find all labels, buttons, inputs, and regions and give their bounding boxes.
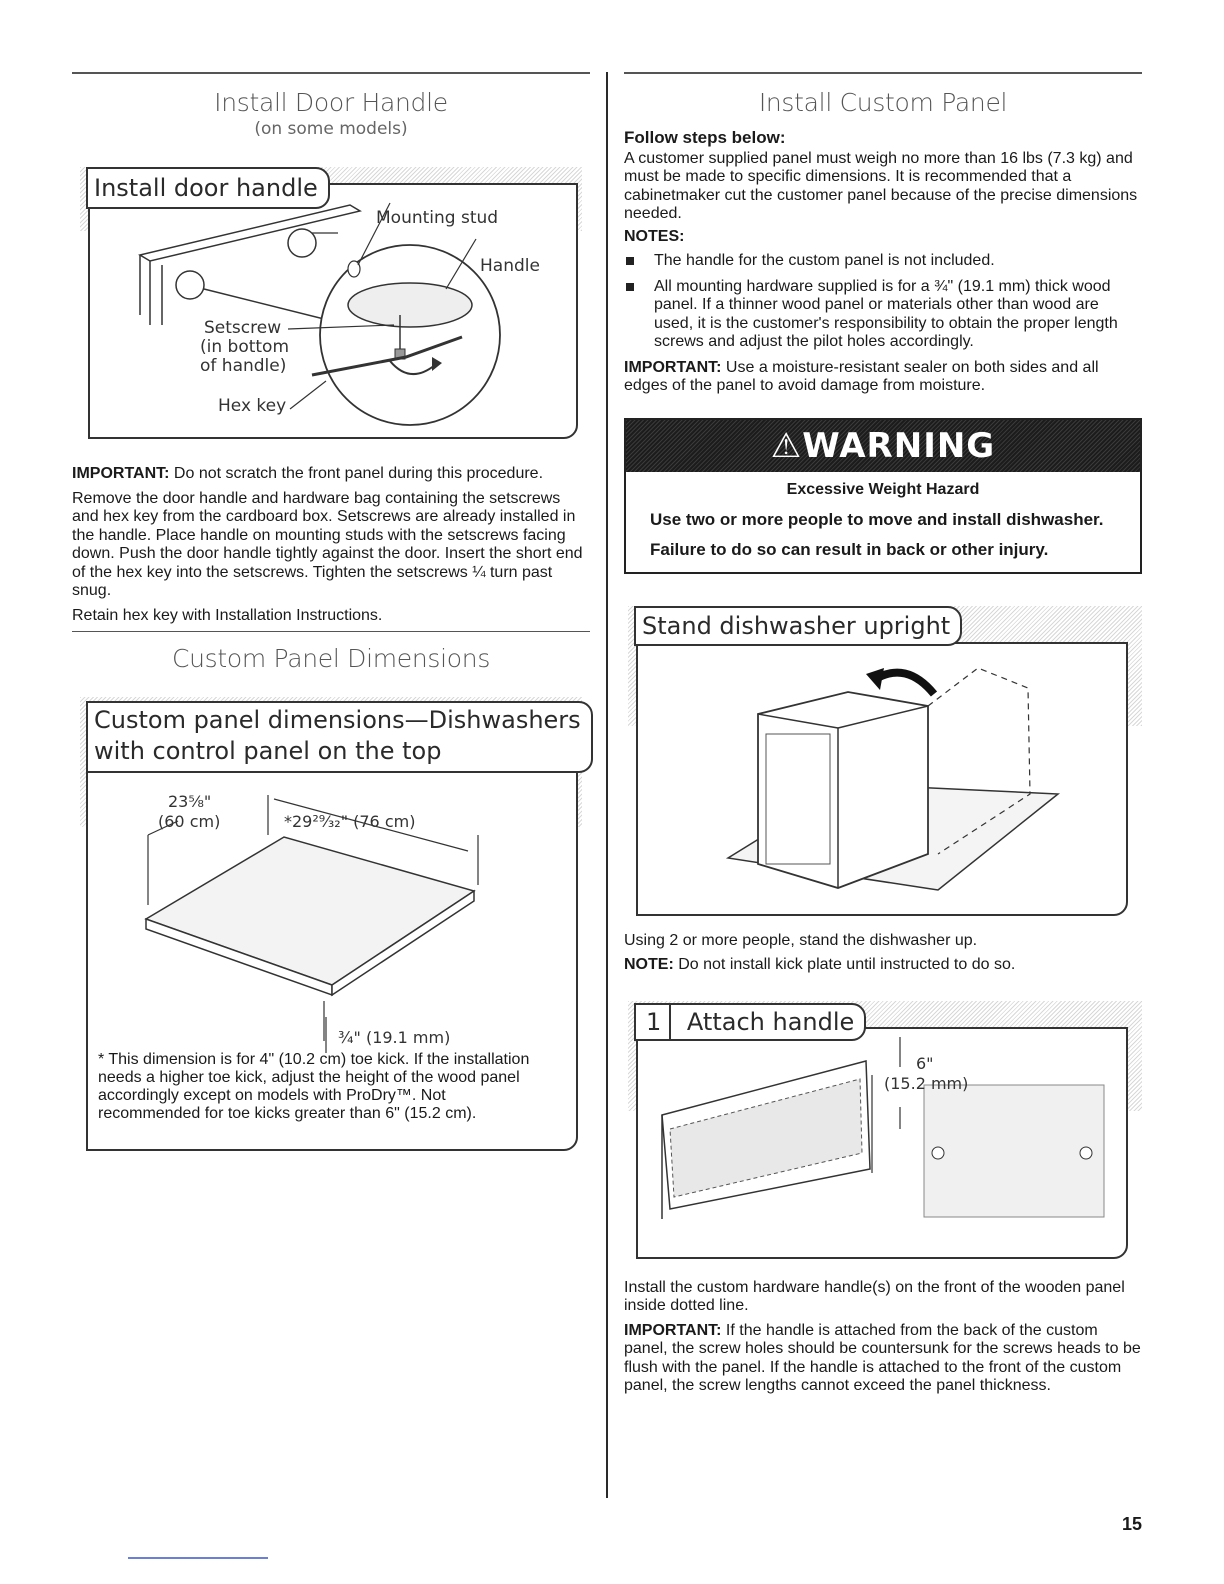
dim-handle-in: 6": [916, 1053, 934, 1073]
stud-icon: [288, 229, 316, 257]
warning-line-1: Use two or more people to move and install dishwasher.: [650, 509, 1104, 529]
door-handle-illustration: [90, 185, 576, 437]
callout-setscrew-2: (in bottom: [200, 337, 290, 357]
figure-label-attach-handle: 1 Attach handle: [634, 1003, 866, 1041]
warning-line-2: Failure to do so can result in back or other injury.: [650, 539, 1049, 559]
callout-setscrew: Setscrew: [204, 318, 282, 338]
attach-handle-illustration: [638, 1029, 1126, 1257]
page-number: 15: [1121, 1514, 1142, 1534]
dim-width-cm: (60 cm): [158, 812, 221, 831]
section-subtitle: (on some models): [254, 119, 408, 139]
notes-list: [624, 252, 1142, 352]
dim-thickness: ¾" (19.1 mm): [338, 1028, 451, 1047]
warning-triangle-icon: ⚠: [770, 425, 803, 466]
column-divider: [606, 72, 608, 1498]
warning-hazard: Excessive Weight Hazard: [786, 480, 980, 498]
important-note: IMPORTANT: If the handle is attached from the back of the custom panel, the screw holes should be countersunk for the screws heads to be flush with the panel. If the handle is attached to the front of the custom panel, the screw lengths cannot exceed the panel thickness.: [624, 1321, 1141, 1394]
figure-install-door-handle: [72, 153, 590, 453]
figure-label-install-door-handle: Install door handle: [86, 167, 330, 209]
attach-handle-instruction: Install the custom hardware handle(s) on the front of the wooden panel inside dotted line.: [624, 1278, 1125, 1314]
left-column: [72, 72, 590, 1169]
follow-steps-heading: Follow steps below:: [624, 128, 786, 147]
important-note: IMPORTANT: Use a moisture-resistant sealer on both sides and all edges of the panel to avoid damage from moisture.: [624, 358, 1099, 394]
figure-stand-dishwasher-upright: [624, 602, 1142, 932]
right-column: [624, 72, 1142, 1396]
kick-plate-note: NOTE: Do not install kick plate until instructed to do so.: [624, 956, 1016, 973]
figure-attach-handle: [624, 997, 1142, 1269]
dim-depth: *29²⁹⁄₃₂" (76 cm): [284, 812, 416, 831]
section-rule: [624, 72, 1142, 74]
retain-note: Retain hex key with Installation Instructions.: [72, 606, 383, 624]
footer-underline: [128, 1557, 268, 1559]
dim-width-in: 23⅝": [168, 792, 212, 811]
section-title-door-handle: Install Door Handle: [214, 88, 448, 117]
callout-hex-key: Hex key: [218, 396, 287, 416]
list-item: The handle for the custom panel is not included.: [624, 252, 1142, 271]
warning-heading: ⚠WARNING: [626, 420, 1140, 472]
section-title-dimensions: Custom Panel Dimensions: [171, 644, 491, 673]
important-note: IMPORTANT: Do not scratch the front panel during this procedure.: [72, 465, 544, 482]
notes-label: NOTES:: [624, 227, 685, 245]
dishwasher-upright-illustration: [638, 644, 1126, 914]
callout-setscrew-3: of handle): [200, 356, 287, 376]
screw-hole-icon: [1080, 1147, 1092, 1159]
door-handle-instructions: Remove the door handle and hardware bag containing the setscrews and hex key from the cardboard box. Setscrews are already installed in the handle. Place handle on mounting studs with the setscrews facing down. Push the door handle tightly against the door. Insert the short end of the hex key into the setscrews. Tighten the setscrews ¼ turn past snug.: [72, 489, 583, 599]
callout-mounting-stud: Mounting stud: [376, 208, 499, 228]
figure-label-stand-upright: Stand dishwasher upright: [634, 606, 962, 646]
callout-handle: Handle: [480, 256, 540, 276]
rotate-arrow-icon: [866, 668, 884, 690]
upright-instruction: Using 2 or more people, stand the dishwasher up.: [624, 931, 978, 949]
warning-box: [624, 418, 1142, 574]
step-number: 1: [636, 1005, 671, 1039]
section-rule: [72, 72, 590, 74]
screw-hole-icon: [932, 1147, 944, 1159]
custom-panel-intro: A customer supplied panel must weigh no more than 16 lbs (7.3 kg) and must be made to specific dimensions. It is recommended that a cabinetmaker cut the customer panel because of the precise dimensions needed.: [624, 149, 1138, 222]
figure-label-dimensions: Custom panel dimensions—Dishwashers with control panel on the top: [86, 701, 593, 773]
stud-icon: [176, 271, 204, 299]
dimensions-footnote: * This dimension is for 4" (10.2 cm) toe kick. If the installation needs a higher toe kick, adjust the height of the wood panel accordingly except on models with ProDry™. Not recommended for toe kicks greater than 6" (15.2 cm).: [98, 1051, 530, 1122]
dim-handle-mm: (15.2 mm): [884, 1073, 969, 1093]
list-item: All mounting hardware supplied is for a ¾" (19.1 mm) thick wood panel. If a thinner wood panel or materials other than wood are used, it is the customer's responsibility to obtain the proper length screws and adjust the pilot holes accordingly.: [624, 278, 1142, 352]
figure-custom-panel-dimensions: [72, 689, 590, 1169]
section-title-custom-panel: Install Custom Panel: [758, 88, 1008, 117]
section-rule: [72, 631, 590, 632]
